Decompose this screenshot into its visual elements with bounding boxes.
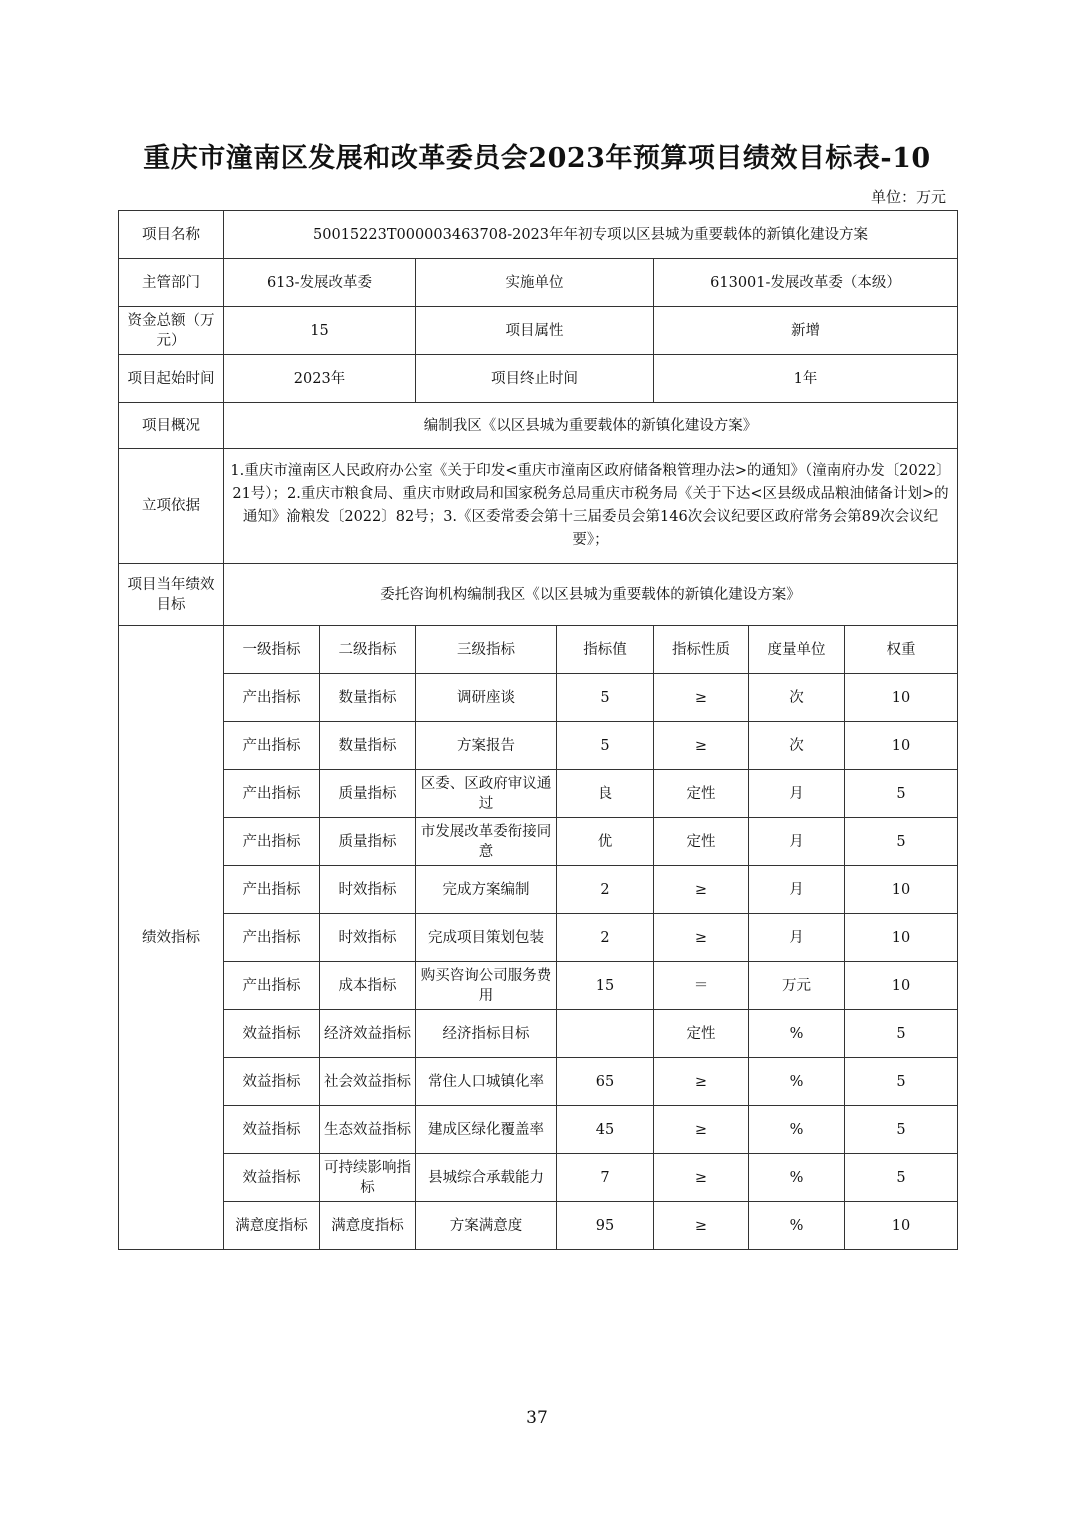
perf-cell: 10 <box>845 866 958 914</box>
perf-cell: % <box>749 1106 845 1154</box>
end-label: 项目终止时间 <box>416 355 654 403</box>
perf-cell: 效益指标 <box>224 1154 320 1202</box>
perf-cell: 月 <box>749 818 845 866</box>
perf-cell: 良 <box>557 770 654 818</box>
perf-cell: 方案报告 <box>416 722 557 770</box>
perf-cell: 生态效益指标 <box>320 1106 416 1154</box>
perf-cell: 产出指标 <box>224 962 320 1010</box>
perf-cell: % <box>749 1058 845 1106</box>
perf-cell: 效益指标 <box>224 1058 320 1106</box>
page-title: 重庆市潼南区发展和改革委员会2023年预算项目绩效目标表-10 <box>143 143 931 174</box>
perf-label: 绩效指标 <box>119 626 224 1250</box>
perf-cell: 经济效益指标 <box>320 1010 416 1058</box>
perf-cell: 5 <box>845 770 958 818</box>
row-basis <box>119 449 958 564</box>
dept-label: 主管部门 <box>119 259 224 307</box>
perf-cell: 区委、区政府审议通过 <box>416 770 557 818</box>
perf-cell: 2 <box>557 866 654 914</box>
perf-cell: 质量指标 <box>320 770 416 818</box>
perf-header-cell: 一级指标 <box>224 626 320 674</box>
perf-cell: 效益指标 <box>224 1010 320 1058</box>
perf-cell: 社会效益指标 <box>320 1058 416 1106</box>
table-row <box>119 722 958 770</box>
perf-header-row <box>119 626 958 674</box>
perf-cell: 完成项目策划包装 <box>416 914 557 962</box>
row-dept <box>119 259 958 307</box>
basis-value: 1.重庆市潼南区人民政府办公室《关于印发<重庆市潼南区政府储备粮管理办法>的通知》（潼南府办发〔2022〕21号）；2.重庆市粮食局、重庆市财政局和国家税务总局重庆市税务局《关于下达<区县级成品粮油储备计划>的通知》渝粮发〔2022〕82号；3.《区委常委会第十三届委员会第146次会议纪要区政府常务会第89次会议纪要》； <box>224 449 958 564</box>
perf-cell: 10 <box>845 914 958 962</box>
perf-cell: 10 <box>845 674 958 722</box>
perf-cell: 产出指标 <box>224 674 320 722</box>
table-row <box>119 674 958 722</box>
perf-cell <box>557 1010 654 1058</box>
perf-header-cell: 三级指标 <box>416 626 557 674</box>
perf-header-cell: 权重 <box>845 626 958 674</box>
perf-header-cell: 指标性质 <box>654 626 749 674</box>
overview-label: 项目概况 <box>119 403 224 449</box>
perf-cell: 5 <box>557 722 654 770</box>
perf-header-cell: 指标值 <box>557 626 654 674</box>
perf-cell: ≥ <box>654 1106 749 1154</box>
perf-cell: 万元 <box>749 962 845 1010</box>
perf-cell: 月 <box>749 914 845 962</box>
attr-value: 新增 <box>654 307 958 355</box>
perf-cell: ＝ <box>654 962 749 1010</box>
perf-cell: 定性 <box>654 770 749 818</box>
table-row <box>119 1202 958 1250</box>
row-project-name <box>119 211 958 259</box>
row-funds <box>119 307 958 355</box>
table-row <box>119 962 958 1010</box>
perf-cell: 建成区绿化覆盖率 <box>416 1106 557 1154</box>
table-row <box>119 1154 958 1202</box>
table-row <box>119 1106 958 1154</box>
perf-cell: 次 <box>749 674 845 722</box>
perf-cell: 县城综合承载能力 <box>416 1154 557 1202</box>
perf-cell: 方案满意度 <box>416 1202 557 1250</box>
funds-label: 资金总额（万元） <box>119 307 224 355</box>
perf-cell: 数量指标 <box>320 674 416 722</box>
row-goal <box>119 564 958 626</box>
perf-cell: 5 <box>845 1154 958 1202</box>
perf-cell: 市发展改革委衔接同意 <box>416 818 557 866</box>
table-row <box>119 770 958 818</box>
perf-cell: 可持续影响指标 <box>320 1154 416 1202</box>
perf-cell: 5 <box>845 1010 958 1058</box>
perf-cell: 65 <box>557 1058 654 1106</box>
perf-cell: 2 <box>557 914 654 962</box>
perf-cell: ≥ <box>654 674 749 722</box>
perf-cell: ≥ <box>654 914 749 962</box>
perf-cell: 产出指标 <box>224 770 320 818</box>
perf-cell: 购买咨询公司服务费用 <box>416 962 557 1010</box>
project-name-value: 50015223T000003463708-2023年年初专项以区县城为重要载体的新镇化建设方案 <box>224 211 958 259</box>
table-row <box>119 818 958 866</box>
performance-table <box>118 210 958 1250</box>
perf-cell: ≥ <box>654 1058 749 1106</box>
project-name-label: 项目名称 <box>119 211 224 259</box>
funds-value: 15 <box>224 307 416 355</box>
end-value: 1年 <box>654 355 958 403</box>
perf-cell: 7 <box>557 1154 654 1202</box>
perf-cell: 定性 <box>654 1010 749 1058</box>
perf-cell: 完成方案编制 <box>416 866 557 914</box>
perf-cell: 10 <box>845 722 958 770</box>
impl-value: 613001-发展改革委（本级） <box>654 259 958 307</box>
perf-cell: 5 <box>557 674 654 722</box>
perf-header-cell: 二级指标 <box>320 626 416 674</box>
table-row <box>119 1010 958 1058</box>
perf-cell: 优 <box>557 818 654 866</box>
perf-cell: ≥ <box>654 1154 749 1202</box>
perf-cell: 质量指标 <box>320 818 416 866</box>
perf-cell: 5 <box>845 1058 958 1106</box>
perf-cell: 满意度指标 <box>320 1202 416 1250</box>
attr-label: 项目属性 <box>416 307 654 355</box>
perf-cell: ≥ <box>654 866 749 914</box>
perf-cell: 调研座谈 <box>416 674 557 722</box>
unit-label: 单位：万元 <box>870 188 946 206</box>
goal-value: 委托咨询机构编制我区《以区县城为重要载体的新镇化建设方案》 <box>224 564 958 626</box>
table-row <box>119 914 958 962</box>
impl-label: 实施单位 <box>416 259 654 307</box>
perf-cell: 产出指标 <box>224 818 320 866</box>
perf-cell: ≥ <box>654 1202 749 1250</box>
row-time <box>119 355 958 403</box>
perf-cell: 10 <box>845 1202 958 1250</box>
overview-value: 编制我区《以区县城为重要载体的新镇化建设方案》 <box>224 403 958 449</box>
perf-cell: 常住人口城镇化率 <box>416 1058 557 1106</box>
perf-cell: 时效指标 <box>320 914 416 962</box>
perf-cell: 时效指标 <box>320 866 416 914</box>
perf-cell: 月 <box>749 770 845 818</box>
perf-cell: 定性 <box>654 818 749 866</box>
perf-cell: 产出指标 <box>224 866 320 914</box>
perf-cell: % <box>749 1154 845 1202</box>
start-label: 项目起始时间 <box>119 355 224 403</box>
perf-cell: 产出指标 <box>224 722 320 770</box>
table-row <box>119 1058 958 1106</box>
perf-header-cell: 度量单位 <box>749 626 845 674</box>
perf-cell: 月 <box>749 866 845 914</box>
perf-cell: 15 <box>557 962 654 1010</box>
perf-cell: 5 <box>845 1106 958 1154</box>
row-overview <box>119 403 958 449</box>
perf-cell: 10 <box>845 962 958 1010</box>
goal-label: 项目当年绩效目标 <box>119 564 224 626</box>
perf-cell: 经济指标目标 <box>416 1010 557 1058</box>
perf-cell: % <box>749 1010 845 1058</box>
perf-cell: 95 <box>557 1202 654 1250</box>
perf-cell: 45 <box>557 1106 654 1154</box>
perf-cell: 产出指标 <box>224 914 320 962</box>
perf-cell: 5 <box>845 818 958 866</box>
table-row <box>119 866 958 914</box>
perf-cell: 满意度指标 <box>224 1202 320 1250</box>
perf-cell: 成本指标 <box>320 962 416 1010</box>
perf-cell: ≥ <box>654 722 749 770</box>
basis-label: 立项依据 <box>119 449 224 564</box>
perf-cell: 次 <box>749 722 845 770</box>
perf-cell: 效益指标 <box>224 1106 320 1154</box>
dept-value: 613-发展改革委 <box>224 259 416 307</box>
start-value: 2023年 <box>224 355 416 403</box>
perf-cell: 数量指标 <box>320 722 416 770</box>
page-number: 37 <box>526 1408 548 1428</box>
perf-cell: % <box>749 1202 845 1250</box>
